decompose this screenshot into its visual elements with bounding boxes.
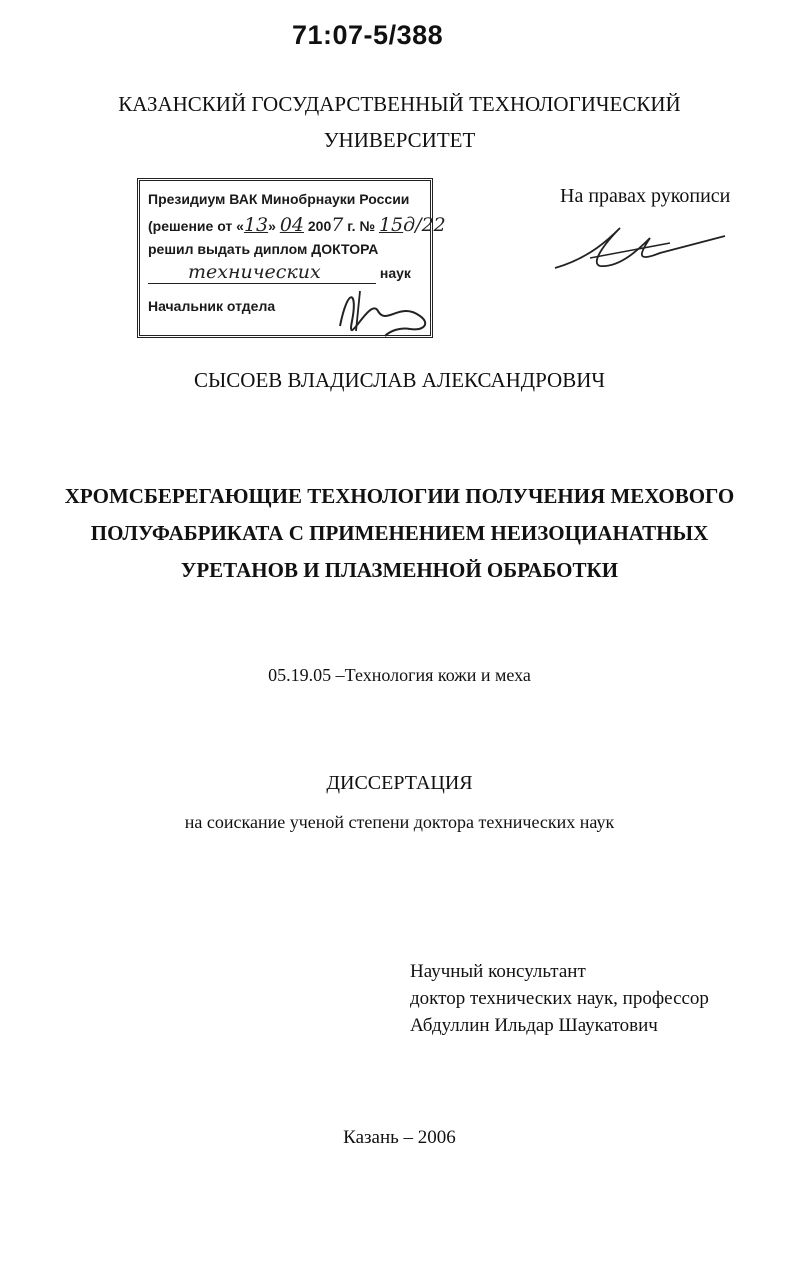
stamp-field-suffix: наук: [379, 265, 411, 281]
author-signature: [550, 218, 730, 278]
stamp-sep-3: г. №: [343, 218, 379, 234]
stamp-decision-line: [148, 214, 446, 236]
stamp-signature: [330, 281, 440, 341]
stamp-month: 04: [279, 214, 304, 236]
vak-stamp: [137, 178, 446, 338]
consultant-rank: доктор технических наук, профессор: [410, 988, 709, 1009]
stamp-line-5: Начальник отдела: [148, 298, 276, 314]
stamp-sep-1: »: [268, 218, 280, 234]
title-line-1: ХРОМСБЕРЕГАЮЩИЕ ТЕХНОЛОГИИ ПОЛУЧЕНИЯ МЕХОВОГО: [64, 484, 735, 508]
stamp-number-suffix: д/22: [403, 214, 446, 236]
university-line-1: КАЗАНСКИЙ ГОСУДАРСТВЕННЫЙ ТЕХНОЛОГИЧЕСКИЙ: [118, 92, 681, 116]
degree-line: на соискание ученой степени доктора технических наук: [184, 812, 615, 832]
consultant-name: Абдуллин Ильдар Шаукатович: [410, 1015, 658, 1036]
stamp-sep-2: 200: [304, 218, 332, 234]
university-line-2: УНИВЕРСИТЕТ: [323, 128, 476, 152]
stamp-day: 13: [243, 214, 269, 236]
city-year: Казань – 2006: [343, 1127, 456, 1148]
author-name: СЫСОЕВ ВЛАДИСЛАВ АЛЕКСАНДРОВИЧ: [193, 368, 606, 392]
archive-code: 71:07-5/388: [292, 20, 444, 50]
manuscript-rights: На правах рукописи: [560, 185, 731, 207]
consultant-role: Научный консультант: [410, 961, 586, 982]
dissertation-title: [0, 478, 799, 589]
stamp-year-digit: 7: [331, 214, 344, 236]
title-line-2: ПОЛУФАБРИКАТА С ПРИМЕНЕНИЕМ НЕИЗОЦИАНАТНЫХ: [90, 521, 709, 545]
stamp-decision-prefix: (решение от «: [148, 218, 244, 234]
specialty-code: 05.19.05 –Технология кожи и меха: [268, 665, 531, 685]
stamp-line-1: Президиум ВАК Минобрнауки России: [148, 191, 410, 207]
stamp-line-3: решил выдать диплом ДОКТОРА: [148, 241, 379, 257]
consultant-block: [410, 958, 709, 1039]
stamp-field-handwritten: технических: [148, 261, 376, 284]
document-type: ДИССЕРТАЦИЯ: [326, 772, 473, 794]
stamp-number: 15: [378, 214, 404, 236]
title-line-3: УРЕТАНОВ И ПЛАЗМЕННОЙ ОБРАБОТКИ: [180, 558, 619, 582]
